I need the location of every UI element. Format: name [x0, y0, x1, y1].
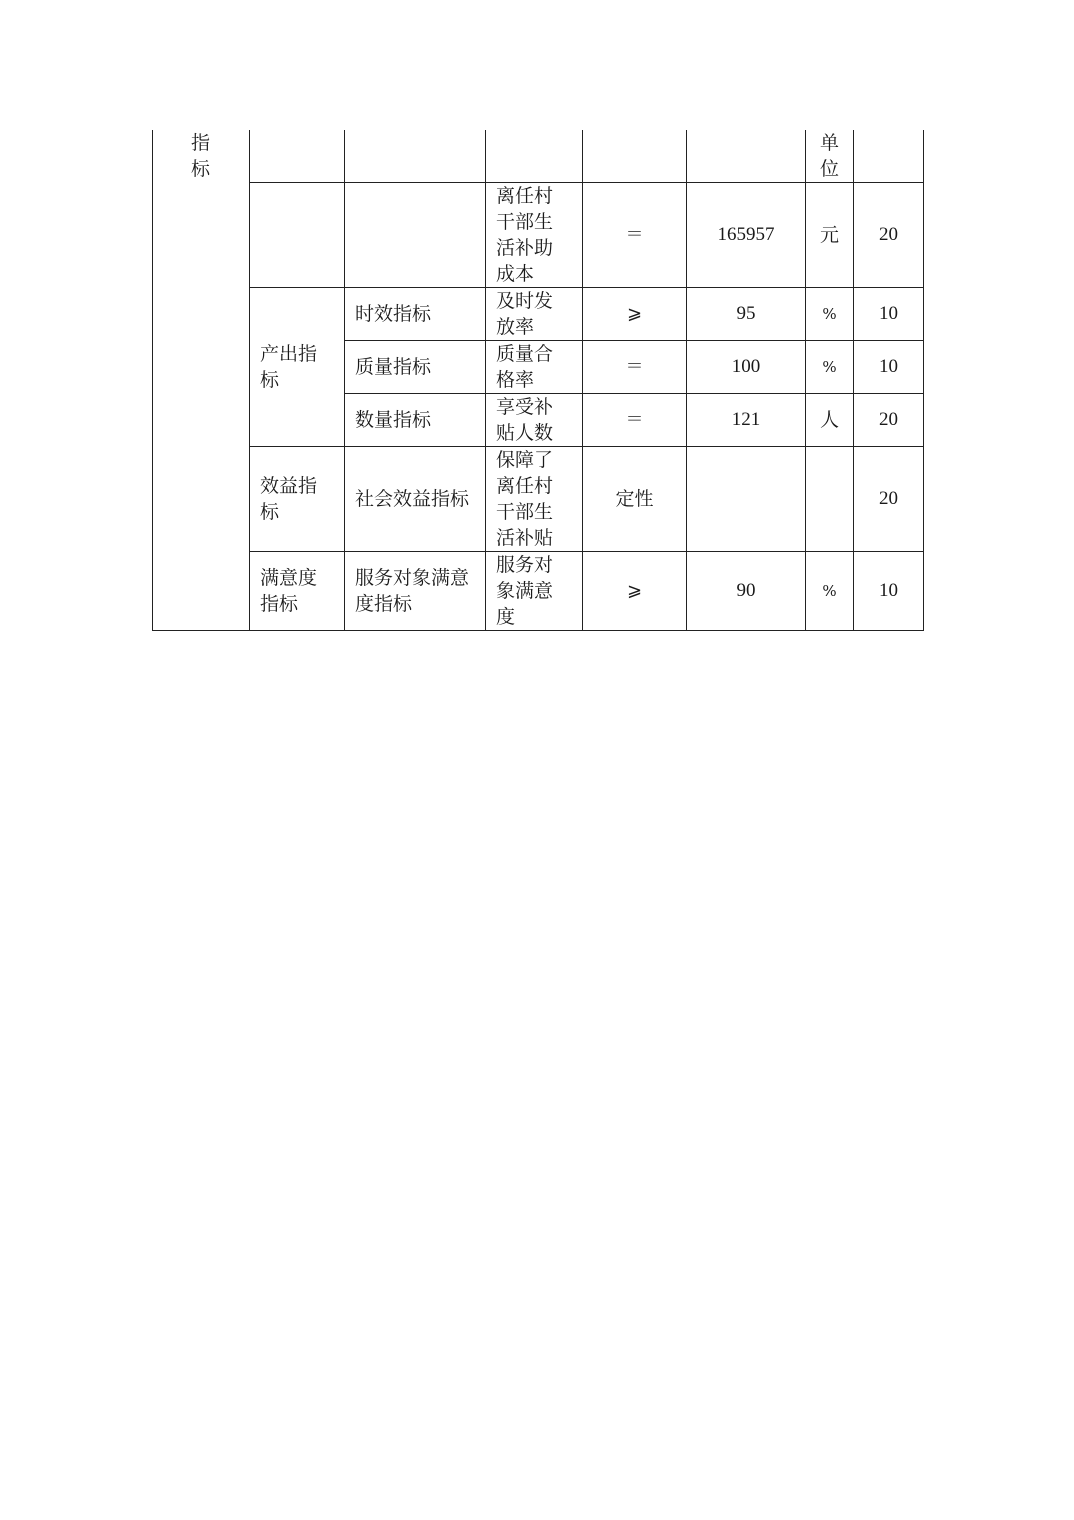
indicator-name: 及时发 放率 [496, 290, 554, 338]
value-cell [687, 341, 806, 394]
weight-cell [854, 447, 924, 552]
weight-cell [854, 394, 924, 447]
unit-cell [806, 341, 854, 394]
operator-cell [583, 394, 687, 447]
indicator-value: 121 [731, 409, 761, 430]
table-cell [345, 130, 486, 183]
third-level-indicator-label: 数量指标 [355, 409, 432, 431]
operator-symbol: ＝ [625, 224, 644, 245]
unit-cell [806, 288, 854, 341]
table-cell [583, 130, 687, 183]
indicator-name-cell [486, 341, 583, 394]
table-cell [854, 130, 924, 183]
first-level-indicator-cell [153, 130, 250, 631]
first-level-indicator-label: 指 标 [191, 132, 211, 180]
operator-cell [583, 341, 687, 394]
unit-cell [806, 394, 854, 447]
third-level-indicator-label: 质量指标 [355, 356, 432, 378]
table-cell [486, 130, 583, 183]
indicator-name-cell [486, 447, 583, 552]
third-level-indicator-cell [345, 288, 486, 341]
indicator-weight: 20 [879, 488, 898, 509]
table-row [153, 183, 924, 288]
weight-cell [854, 288, 924, 341]
second-level-indicator-cell [250, 288, 345, 447]
indicator-name-cell [486, 552, 583, 631]
third-level-indicator-cell [345, 552, 486, 631]
operator-symbol: ⩾ [626, 303, 643, 324]
operator-symbol: ＝ [625, 356, 644, 377]
value-cell [687, 552, 806, 631]
second-level-indicator-label: 效益指 标 [260, 475, 318, 523]
indicator-name: 离任村 干部生 活补助 成本 [496, 185, 554, 285]
indicator-weight: 20 [879, 409, 898, 430]
third-level-indicator-label: 时效指标 [355, 303, 432, 325]
indicator-value: 95 [736, 303, 756, 324]
indicator-name: 享受补 贴人数 [496, 396, 554, 444]
performance-indicator-table [152, 130, 924, 631]
indicator-unit: % [822, 582, 837, 600]
indicator-name: 质量合 格率 [496, 343, 554, 391]
third-level-indicator-cell [345, 447, 486, 552]
indicator-name: 服务对 象满意 度 [496, 554, 554, 628]
second-level-indicator-cell [250, 447, 345, 552]
table-row [153, 130, 924, 183]
indicator-unit: % [822, 305, 837, 323]
second-level-indicator-cell [250, 552, 345, 631]
indicator-unit: 元 [819, 224, 839, 246]
operator-cell [583, 447, 687, 552]
value-cell [687, 183, 806, 288]
table-cell [687, 130, 806, 183]
operator-cell [583, 183, 687, 288]
indicator-unit: % [822, 358, 837, 376]
unit-cell [806, 183, 854, 288]
second-level-indicator-label: 满意度 指标 [260, 567, 318, 615]
indicator-weight: 10 [879, 303, 898, 324]
third-level-indicator-label: 社会效益指标 [355, 488, 470, 510]
table-cell [250, 130, 345, 183]
second-level-indicator-label: 产出指 标 [260, 343, 318, 391]
indicator-name-cell [486, 288, 583, 341]
indicator-value: 90 [736, 580, 756, 601]
indicator-weight: 20 [879, 224, 898, 245]
value-cell [687, 394, 806, 447]
unit-cell [806, 447, 854, 552]
third-level-indicator-cell [345, 183, 486, 288]
indicator-weight: 10 [879, 356, 898, 377]
weight-cell [854, 183, 924, 288]
operator-cell [583, 288, 687, 341]
operator-symbol: ＝ [625, 409, 644, 430]
third-level-indicator-cell [345, 341, 486, 394]
table-row [153, 288, 924, 341]
value-cell [687, 447, 806, 552]
table-row [153, 552, 924, 631]
unit-header-cell [806, 130, 854, 183]
indicator-weight: 10 [879, 580, 898, 601]
operator-symbol: 定性 [615, 488, 654, 510]
weight-cell [854, 341, 924, 394]
unit-cell [806, 552, 854, 631]
indicator-name-cell [486, 394, 583, 447]
second-level-indicator-cell [250, 183, 345, 288]
operator-cell [583, 552, 687, 631]
indicator-name-cell [486, 183, 583, 288]
indicator-value: 100 [731, 356, 761, 377]
unit-header-label: 单 位 [819, 132, 839, 180]
table-row [153, 447, 924, 552]
indicator-value: 165957 [717, 224, 775, 245]
indicator-name: 保障了 离任村 干部生 活补贴 [496, 449, 554, 549]
third-level-indicator-cell [345, 394, 486, 447]
third-level-indicator-label: 服务对象满意 度指标 [355, 567, 470, 615]
weight-cell [854, 552, 924, 631]
indicator-unit: 人 [819, 409, 839, 431]
operator-symbol: ⩾ [626, 580, 643, 601]
value-cell [687, 288, 806, 341]
